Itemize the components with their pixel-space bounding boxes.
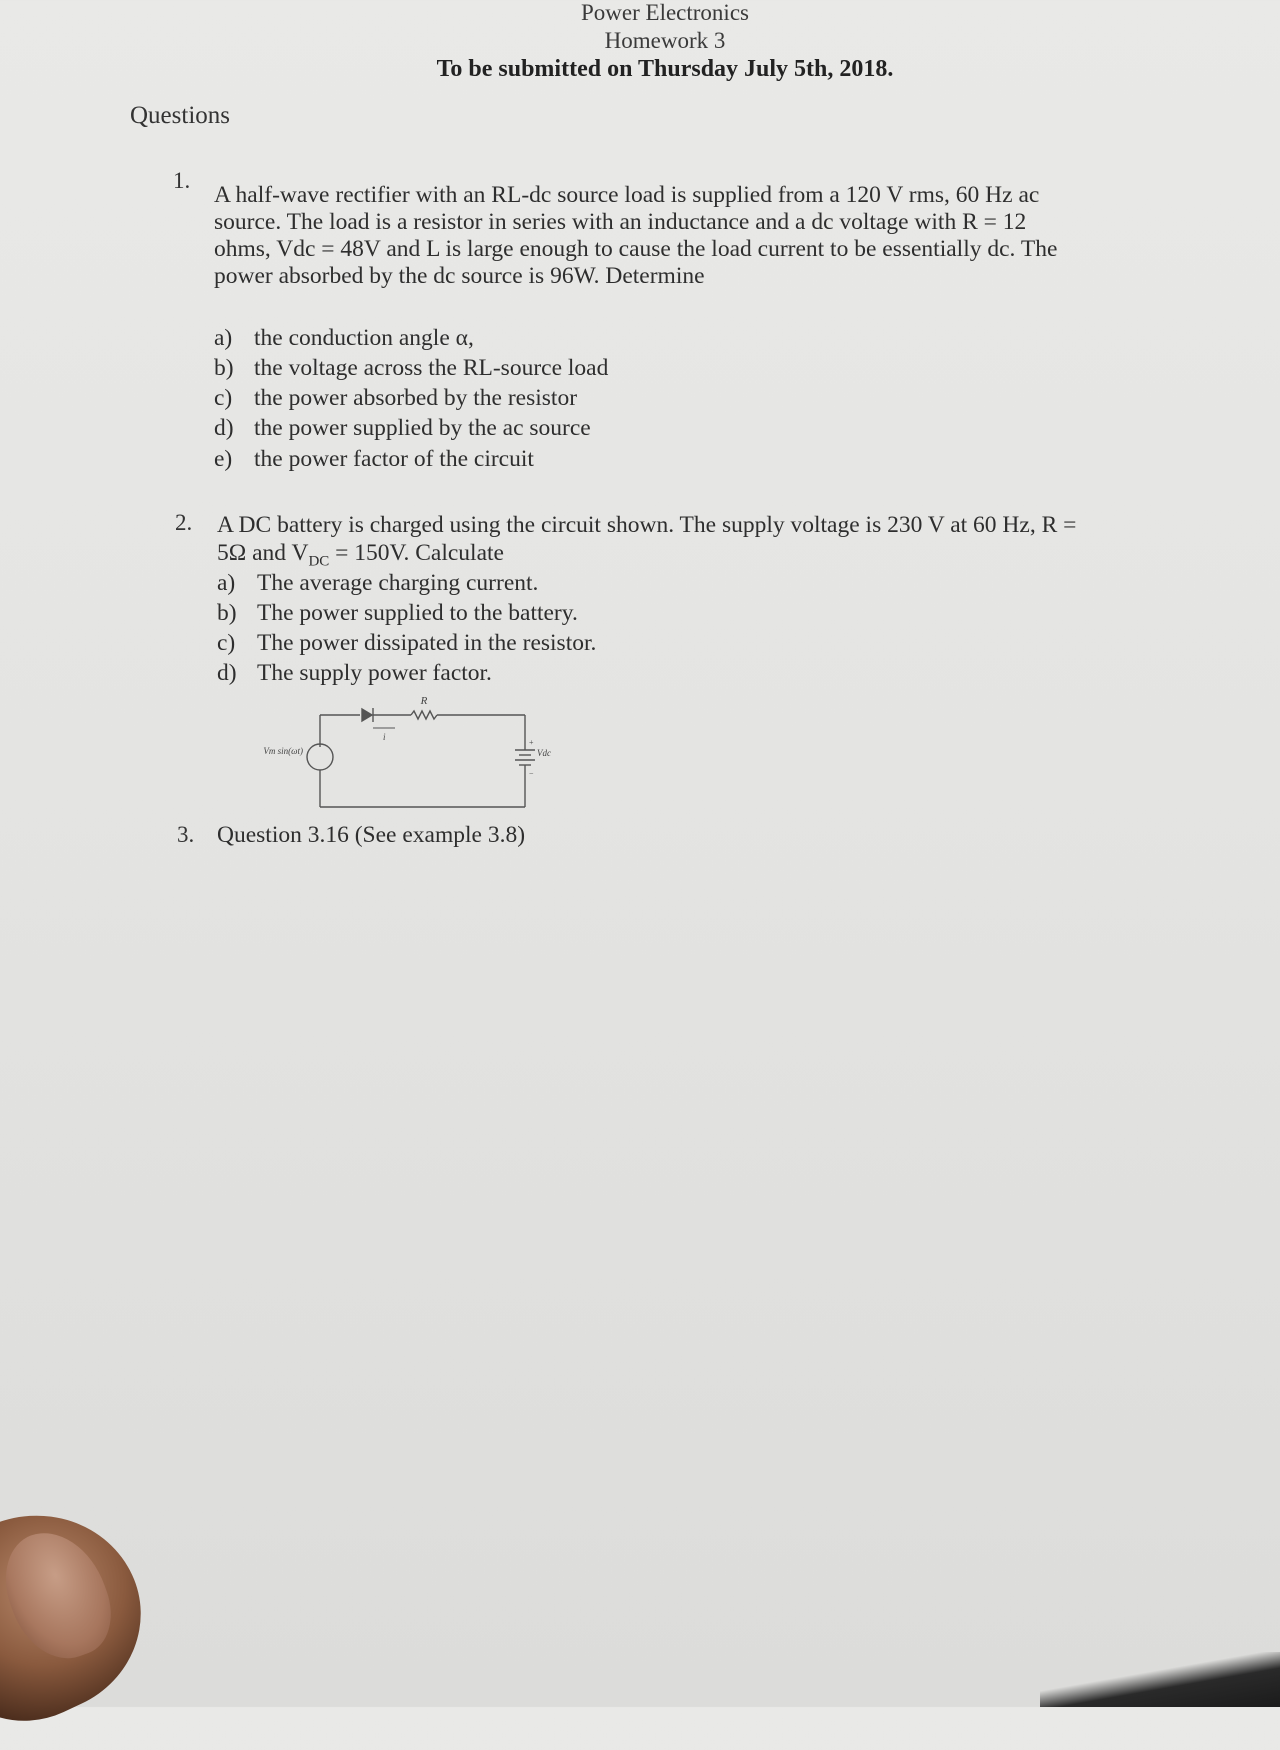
sub-question-text: The power dissipated in the resistor. (257, 630, 597, 656)
question-text-line (217, 540, 504, 571)
battery-label: Vdc (537, 748, 551, 758)
resistor-label: R (420, 695, 428, 707)
sub-question-text: The average charging current. (257, 570, 539, 596)
sub-question-label: a) (217, 570, 236, 596)
sub-question-label: c) (214, 385, 233, 411)
sub-question (214, 385, 577, 412)
sub-question (214, 355, 608, 382)
question-number: 2. (175, 510, 193, 535)
ac-source-icon (307, 744, 333, 770)
sub-question (214, 446, 534, 473)
sub-question (217, 570, 538, 597)
sub-question-text: the power supplied by the ac source (254, 415, 591, 441)
battery-minus: − (529, 769, 534, 778)
circuit-diagram (225, 690, 565, 820)
sub-question-text: the power absorbed by the resistor (254, 385, 578, 411)
sub-question-label: c) (217, 630, 236, 656)
source-label: Vm sin(ωt) (263, 746, 303, 756)
sub-question-text: the power factor of the circuit (254, 446, 534, 472)
question-text-line: Question 3.16 (See example 3.8) (217, 822, 526, 848)
due-date: To be submitted on Thursday July 5th, 2018. (436, 56, 894, 82)
sub-question (214, 325, 474, 352)
question-text-line: A DC battery is charged using the circuit shown. The supply voltage is 230 V at 60 Hz, R = (217, 512, 1077, 538)
sub-question-text: The supply power factor. (257, 660, 492, 686)
sub-question (217, 600, 578, 627)
sub-question-label: e) (214, 446, 233, 472)
current-label: i (383, 732, 386, 742)
sub-question-text: The power supplied to the battery. (257, 600, 578, 626)
assignment-title: Homework 3 (604, 28, 726, 53)
sub-question (214, 415, 591, 442)
diode-icon (362, 709, 372, 721)
sub-question-text: the voltage across the RL-source load (254, 355, 609, 381)
sub-question-label: a) (214, 325, 233, 351)
sub-question (217, 660, 492, 687)
sub-question-text: the conduction angle α, (254, 325, 474, 351)
question-text-part: 5Ω and V (217, 540, 309, 566)
resistor-icon (411, 711, 437, 719)
sub-question (217, 630, 596, 657)
question-text-line: source. The load is a resistor in series with an inductance and a dc voltage with R = 12 (214, 209, 1027, 235)
question-number: 1. (173, 168, 191, 193)
question-text-line: A half-wave rectifier with an RL-dc source load is supplied from a 120 V rms, 60 Hz ac (214, 182, 1040, 208)
dark-corner (1040, 1652, 1280, 1707)
question-text-part: = 150V. Calculate (329, 540, 504, 566)
battery-plus: + (529, 738, 534, 747)
sub-question-label: d) (214, 415, 234, 441)
question-number: 3. (177, 822, 195, 847)
sub-question-label: b) (214, 355, 234, 381)
subscript: DC (308, 553, 330, 570)
question-text-line: ohms, Vdc = 48V and L is large enough to cause the load current to be essentially dc. The (214, 236, 1058, 262)
section-title: Questions (130, 102, 230, 129)
sub-question-label: b) (217, 600, 237, 626)
question-text-line: power absorbed by the dc source is 96W. Determine (214, 263, 705, 289)
course-title: Power Electronics (581, 0, 749, 25)
sub-question-label: d) (217, 660, 237, 686)
